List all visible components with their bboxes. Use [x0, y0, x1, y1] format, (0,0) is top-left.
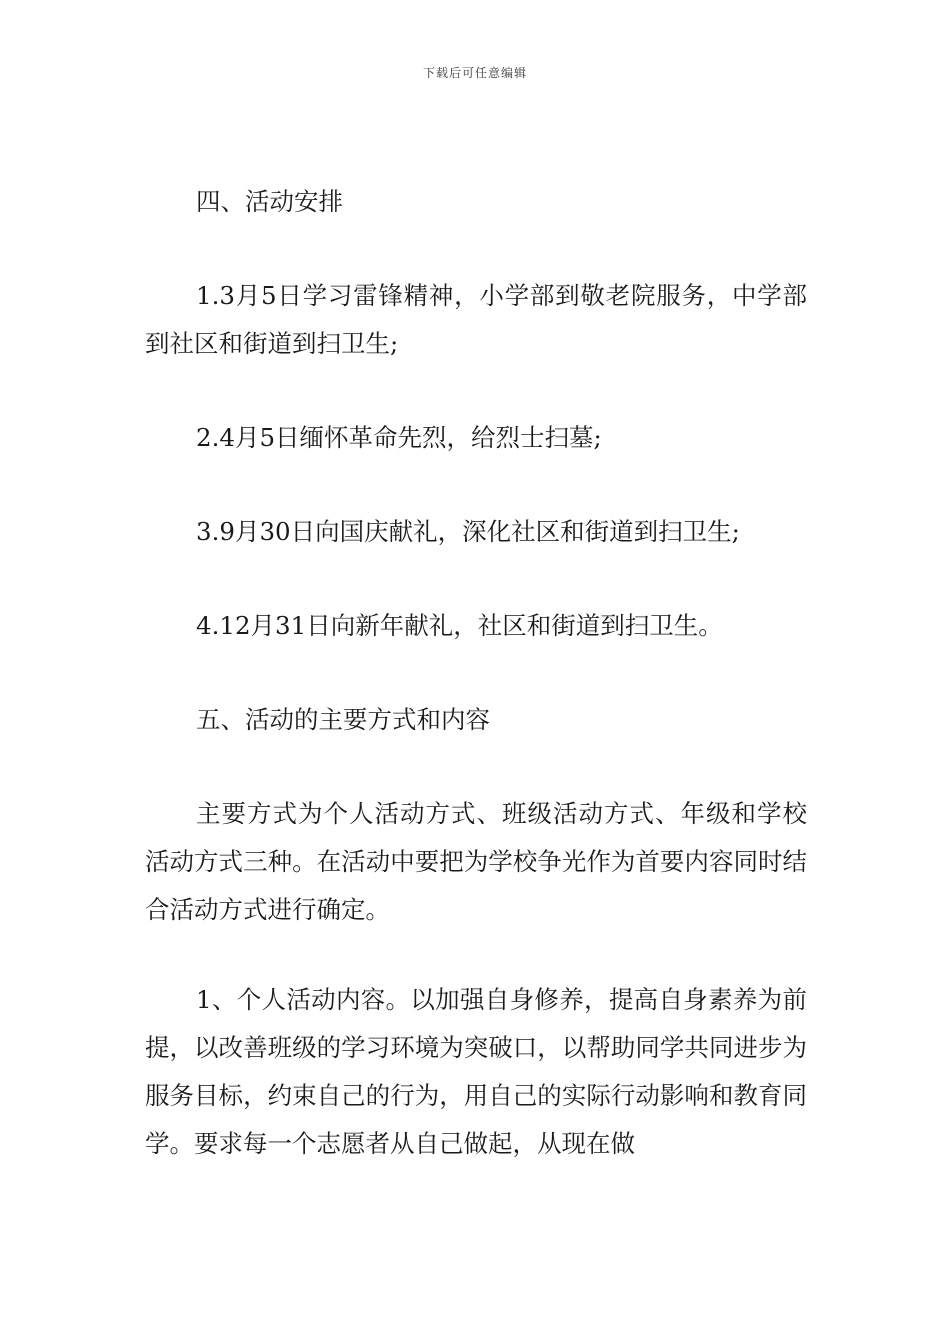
schedule-item-3: 3.9月30日向国庆献礼，深化社区和街道到扫卫生;: [196, 517, 740, 546]
individual-activity-paragraph: 1、个人活动内容。以加强自身修养，提高自身素养为前提，以改善班级的学习环境为突破口，以帮助同学共同进步为服务目标，约束自己的行为，用自己的实际行动影响和教育同学。要求每一个志愿者从自己做起，从现在做: [145, 985, 807, 1158]
schedule-item-1: 1.3月5日学习雷锋精神，小学部到敬老院服务，中学部到社区和街道到扫卫生;: [145, 281, 807, 358]
header-note: 下载后可任意编辑: [422, 66, 527, 80]
methods-paragraph: 主要方式为个人活动方式、班级活动方式、年级和学校活动方式三种。在活动中要把为学校争光作为首要内容同时结合活动方式进行确定。: [145, 799, 807, 924]
schedule-item-2: 2.4月5日缅怀革命先烈，给烈士扫墓;: [196, 423, 602, 452]
section-heading-methods-content: 五、活动的主要方式和内容: [196, 705, 490, 734]
section-heading-activity-schedule: 四、活动安排: [196, 187, 343, 216]
document-body: [145, 178, 807, 1214]
schedule-item-4: 4.12月31日向新年献礼，社区和街道到扫卫生。: [196, 611, 723, 640]
